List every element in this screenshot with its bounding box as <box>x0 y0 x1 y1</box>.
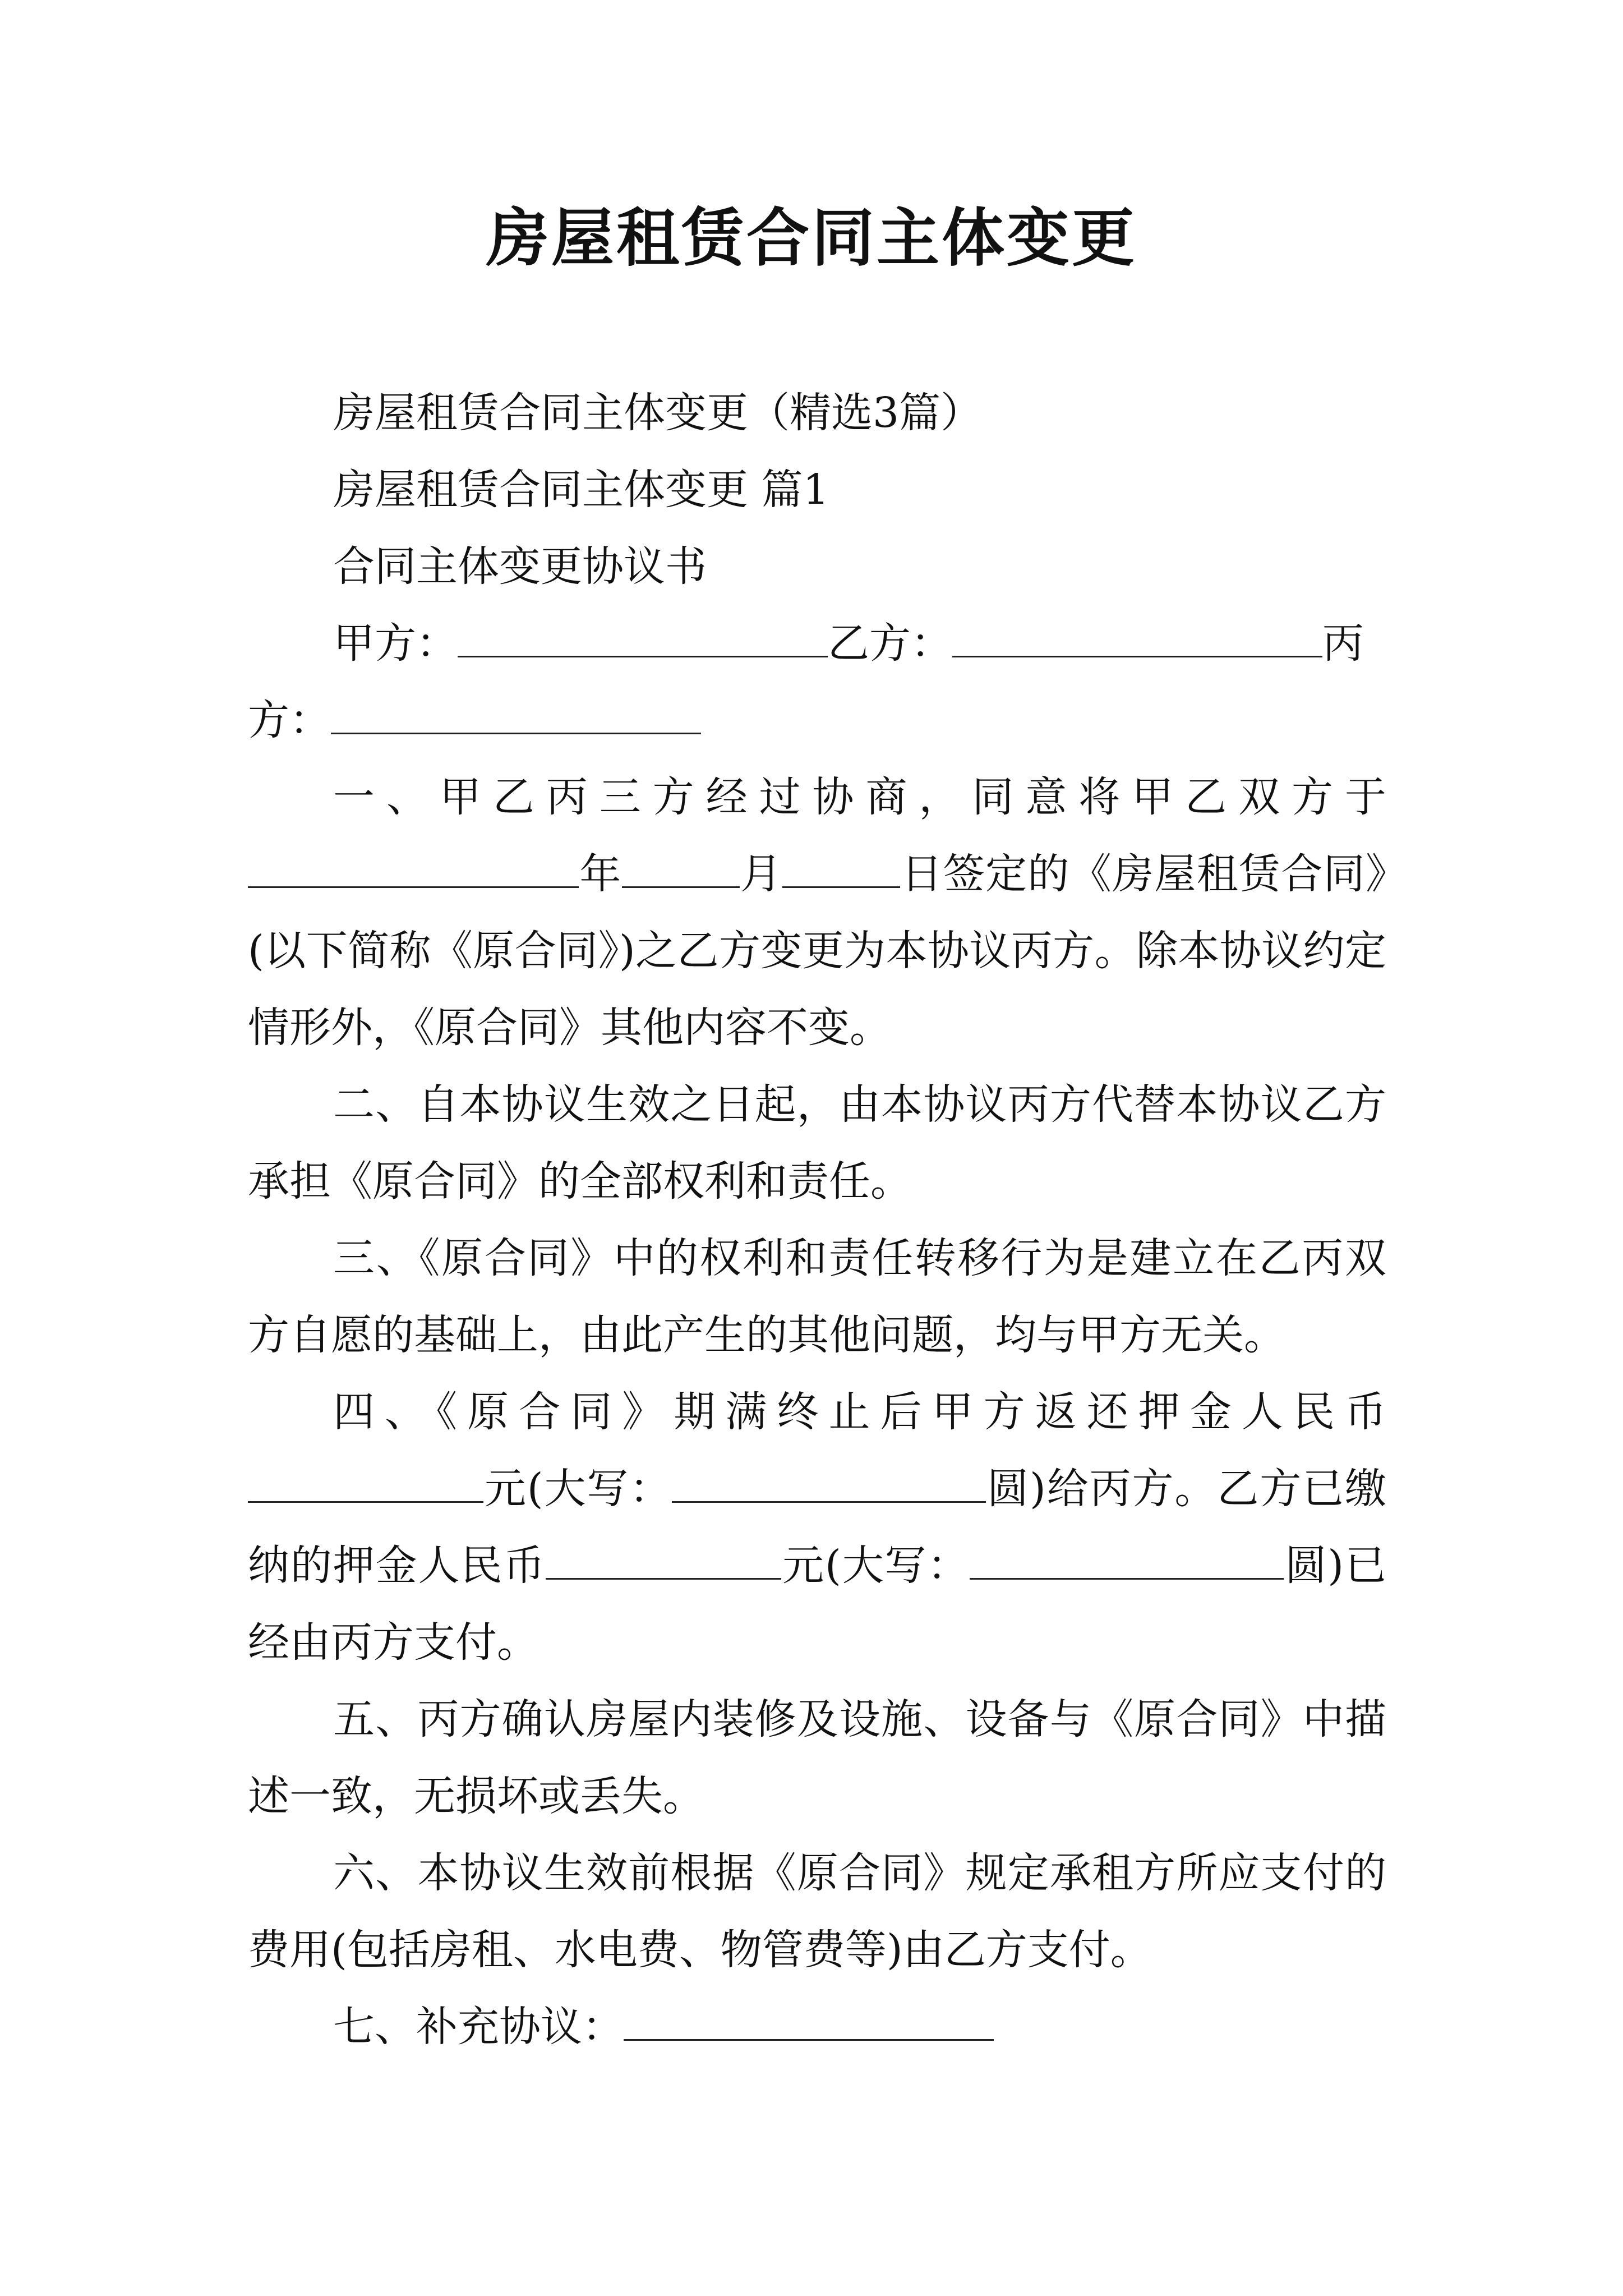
parties-line <box>248 605 1386 759</box>
party-c-label: 丙方： <box>248 619 1364 744</box>
party-a-blank <box>458 622 828 657</box>
clause-1 <box>248 759 1386 1066</box>
deposit-return-capital-blank <box>672 1467 986 1503</box>
party-b-label: 乙方： <box>828 619 952 668</box>
deposit-paid-capital-blank <box>970 1544 1284 1580</box>
year-blank <box>248 853 579 888</box>
month-blank <box>622 853 740 888</box>
deposit-paid-blank <box>546 1544 781 1580</box>
clause-6: 六、本协议生效前根据《原合同》规定承租方所应支付的费用(包括房租、水电费、物管费等)由乙方支付。 <box>248 1849 1386 1974</box>
party-c-blank <box>331 699 701 734</box>
clause-4 <box>248 1374 1386 1681</box>
document-title: 房屋租赁合同主体变更 <box>486 201 1137 275</box>
supplementary-blank <box>624 2005 994 2041</box>
party-b-blank <box>952 622 1322 657</box>
clause-1-lead: 一、甲乙丙三方经过协商，同意将甲乙双方于 <box>333 773 1386 821</box>
month-label: 月 <box>739 850 783 898</box>
party-a-label: 甲方： <box>333 619 458 668</box>
clause-4-lead: 四、《原合同》期满终止后甲方返还押金人民币 <box>333 1388 1386 1436</box>
clause-7 <box>248 1989 1386 2065</box>
clause-4-yuan-1: 元(大写： <box>483 1465 672 1513</box>
clause-7-label: 七、补充协议： <box>333 2003 624 2051</box>
collection-title: 房屋租赁合同主体变更（精选3篇） <box>333 389 983 437</box>
day-blank <box>782 853 900 888</box>
agreement-title: 合同主体变更协议书 <box>333 542 707 591</box>
year-label: 年 <box>579 850 622 898</box>
clause-2: 二、自本协议生效之日起，由本协议丙方代替本协议乙方承担《原合同》的全部权利和责任。 <box>248 1080 1386 1205</box>
clause-3: 三、《原合同》中的权利和责任转移行为是建立在乙丙双方自愿的基础上，由此产生的其他问题，均与甲方无关。 <box>248 1234 1386 1359</box>
document-body <box>248 375 1386 2065</box>
clause-4-yuan-1-end: 圆)给丙方。乙方已缴纳的押金人民币 <box>248 1465 1386 1590</box>
clause-4-yuan-2: 元(大写： <box>781 1542 970 1590</box>
part-heading: 房屋租赁合同主体变更 篇1 <box>333 466 829 514</box>
clause-5: 五、丙方确认房屋内装修及设施、设备与《原合同》中描述一致，无损坏或丢失。 <box>248 1695 1386 1820</box>
deposit-return-blank <box>248 1467 483 1503</box>
clause-1-rest: 日签定的《房屋租赁合同》(以下简称《原合同》)之乙方变更为本协议丙方。除本协议约定情形外，《原合同》其他内容不变。 <box>248 850 1386 1052</box>
clause-4-yuan-2-end: 圆)已经由丙方支付。 <box>248 1542 1386 1667</box>
